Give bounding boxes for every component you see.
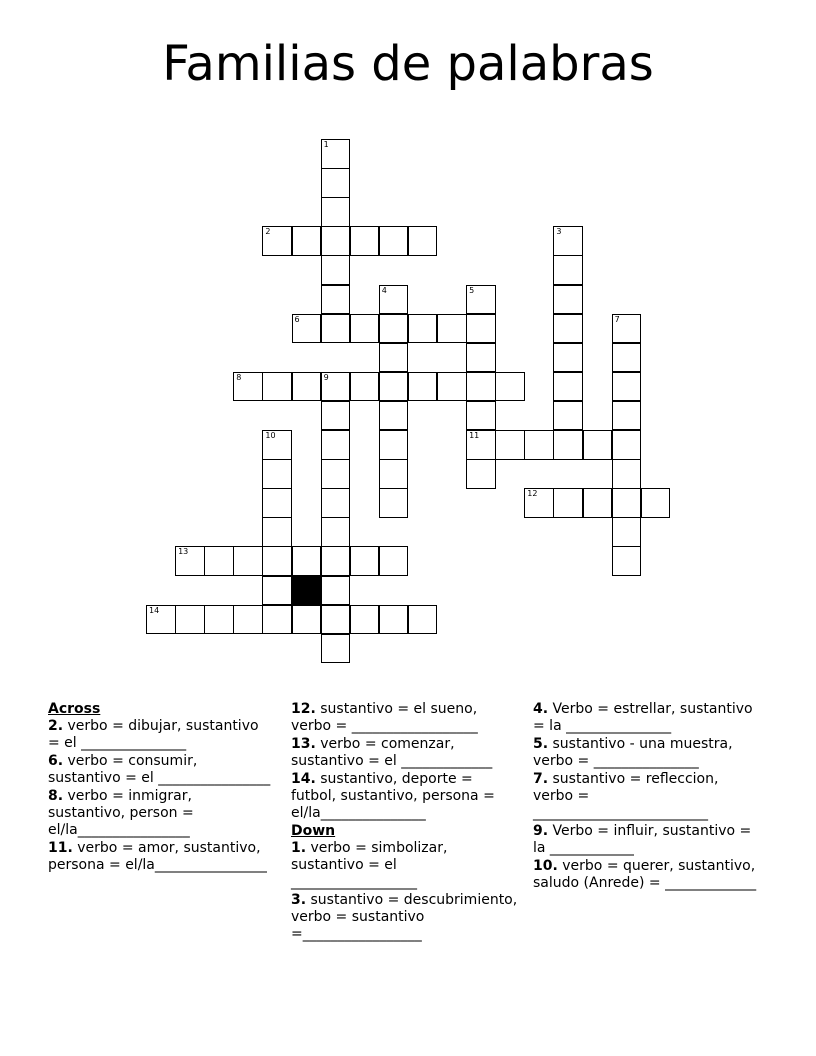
- grid-cell[interactable]: [262, 430, 292, 460]
- clue-text: verbo = inmigrar, sustantivo, person = el/la________________: [48, 788, 194, 838]
- grid-cell[interactable]: [612, 546, 642, 576]
- grid-cell[interactable]: [408, 314, 438, 344]
- clue-text: sustantivo = refleccion, verbo = _________________________: [533, 771, 719, 821]
- down-heading: Down: [291, 823, 336, 839]
- grid-cell[interactable]: [292, 546, 322, 576]
- clue-num: 11.: [48, 840, 73, 856]
- grid-cell[interactable]: [321, 634, 351, 664]
- grid-cell[interactable]: [466, 372, 496, 402]
- grid-cell[interactable]: [408, 605, 438, 635]
- grid-cell[interactable]: [350, 605, 380, 635]
- grid-cell[interactable]: [321, 401, 351, 431]
- grid-cell[interactable]: [262, 517, 292, 547]
- clue-num: 8.: [48, 788, 64, 804]
- grid-cell[interactable]: [612, 343, 642, 373]
- clue-number: 1: [323, 140, 329, 149]
- clue-num: 12.: [291, 701, 316, 717]
- clue-item: [291, 736, 521, 770]
- grid-cell[interactable]: [641, 488, 671, 518]
- clue-number: 9: [323, 372, 329, 382]
- grid-cell[interactable]: [612, 430, 642, 460]
- grid-cell[interactable]: [321, 139, 351, 169]
- grid-cell[interactable]: [321, 226, 351, 256]
- grid-cell[interactable]: [553, 372, 583, 402]
- clue-num: 2.: [48, 718, 64, 734]
- grid-cell[interactable]: [175, 605, 205, 635]
- grid-cell[interactable]: [379, 488, 409, 518]
- clue-number: 7: [614, 314, 620, 324]
- grid-cell[interactable]: [175, 546, 205, 576]
- grid-cell[interactable]: [466, 401, 496, 431]
- grid-cell[interactable]: [612, 401, 642, 431]
- grid-cell[interactable]: [321, 576, 351, 606]
- grid-cell[interactable]: [466, 430, 496, 460]
- clue-number: 13: [178, 547, 189, 557]
- grid-cell[interactable]: [408, 226, 438, 256]
- clue-item: [291, 771, 521, 822]
- grid-cell[interactable]: [321, 459, 351, 489]
- grid-cell[interactable]: [350, 314, 380, 344]
- clue-text: Verbo = estrellar, sustantivo = la _______________: [533, 701, 753, 734]
- clues-column-2: [291, 701, 521, 944]
- grid-cell[interactable]: [553, 255, 583, 285]
- grid-cell[interactable]: [612, 488, 642, 518]
- grid-cell[interactable]: [233, 372, 263, 402]
- grid-cell[interactable]: [262, 372, 292, 402]
- grid-cell[interactable]: [612, 372, 642, 402]
- clue-number: 4: [381, 285, 387, 295]
- grid-cell[interactable]: [204, 605, 234, 635]
- grid-cell[interactable]: [553, 314, 583, 344]
- clues-column-3: [533, 701, 758, 893]
- grid-cell[interactable]: [583, 430, 613, 460]
- grid-cell[interactable]: [524, 488, 554, 518]
- clue-num: 13.: [291, 736, 316, 752]
- grid-cell[interactable]: [466, 459, 496, 489]
- clue-num: 10.: [533, 858, 558, 874]
- grid-cell[interactable]: [321, 430, 351, 460]
- clue-item: [533, 858, 758, 892]
- clue-item: [291, 840, 521, 891]
- grid-cell[interactable]: [553, 343, 583, 373]
- clue-item: [533, 736, 758, 770]
- grid-cell[interactable]: [379, 401, 409, 431]
- grid-cell[interactable]: [321, 488, 351, 518]
- grid-cell[interactable]: [262, 226, 292, 256]
- clue-text: verbo = comenzar, sustantivo = el _____________: [291, 736, 493, 769]
- clue-text: verbo = consumir, sustantivo = el ________________: [48, 753, 271, 786]
- grid-cell[interactable]: [233, 546, 263, 576]
- grid-cell[interactable]: [321, 168, 351, 198]
- clue-num: 3.: [291, 892, 307, 908]
- across-heading: Across: [48, 701, 101, 717]
- grid-cell[interactable]: [350, 546, 380, 576]
- clue-number: 12: [527, 489, 538, 499]
- clue-text: verbo = dibujar, sustantivo = el _______________: [48, 718, 259, 751]
- clue-item: [533, 771, 758, 822]
- grid-cell[interactable]: [321, 546, 351, 576]
- clue-number: 8: [236, 372, 242, 382]
- clue-number: 14: [149, 605, 160, 615]
- grid-cell[interactable]: [262, 459, 292, 489]
- grid-cell[interactable]: [321, 314, 351, 344]
- grid-cell[interactable]: [408, 372, 438, 402]
- grid-cell[interactable]: [524, 430, 554, 460]
- clue-item: [48, 840, 273, 874]
- grid-cell[interactable]: [233, 605, 263, 635]
- grid-cell[interactable]: [466, 314, 496, 344]
- grid-cell[interactable]: [204, 546, 234, 576]
- grid-cell[interactable]: [612, 517, 642, 547]
- grid-cell[interactable]: [321, 605, 351, 635]
- grid-cell[interactable]: [495, 430, 525, 460]
- clue-number: 11: [469, 431, 480, 440]
- grid-cell[interactable]: [262, 488, 292, 518]
- grid-cell[interactable]: [146, 605, 176, 635]
- clues-column-1: [48, 701, 273, 875]
- clue-item: [48, 718, 273, 752]
- grid-cell[interactable]: [379, 430, 409, 460]
- grid-cell[interactable]: [379, 459, 409, 489]
- clue-item: [48, 753, 273, 787]
- grid-cell[interactable]: [612, 459, 642, 489]
- clue-item: [533, 823, 758, 857]
- clue-number: 6: [294, 314, 300, 324]
- grid-cell[interactable]: [321, 197, 351, 227]
- grid-cell[interactable]: [379, 343, 409, 373]
- page-title: Familias de palabras: [162, 36, 654, 92]
- clue-num: 4.: [533, 701, 549, 717]
- grid-cell[interactable]: [553, 226, 583, 256]
- grid-cell[interactable]: [612, 314, 642, 344]
- clue-num: 9.: [533, 823, 549, 839]
- grid-cell[interactable]: [379, 314, 409, 344]
- clue-number: 3: [556, 227, 562, 237]
- clue-text: verbo = amor, sustantivo, persona = el/la________________: [48, 840, 267, 873]
- grid-cell[interactable]: [262, 576, 292, 606]
- black-square: [292, 576, 322, 606]
- clue-item: [533, 701, 758, 735]
- clue-number: 5: [469, 285, 475, 295]
- clue-text: sustantivo = el sueno, verbo = __________________: [291, 701, 478, 734]
- clue-number: 10: [265, 431, 276, 440]
- clue-text: verbo = simbolizar, sustantivo = el __________________: [291, 840, 448, 890]
- clue-num: 7.: [533, 771, 549, 787]
- clue-number: 2: [265, 227, 271, 237]
- clue-item: [48, 788, 273, 839]
- grid-cell[interactable]: [466, 343, 496, 373]
- grid-cell[interactable]: [262, 546, 292, 576]
- clue-item: [291, 892, 521, 943]
- grid-cell[interactable]: [292, 226, 322, 256]
- grid-cell[interactable]: [321, 372, 351, 402]
- grid-cell[interactable]: [379, 285, 409, 315]
- grid-cell[interactable]: [437, 372, 467, 402]
- grid-cell[interactable]: [553, 401, 583, 431]
- grid-cell[interactable]: [292, 605, 322, 635]
- clue-num: 6.: [48, 753, 64, 769]
- clue-num: 1.: [291, 840, 307, 856]
- grid-cell[interactable]: [495, 372, 525, 402]
- clue-item: [291, 701, 521, 735]
- grid-cell[interactable]: [292, 372, 322, 402]
- clue-text: sustantivo, deporte = futbol, sustantivo, persona = el/la_______________: [291, 771, 495, 821]
- grid-cell[interactable]: [262, 605, 292, 635]
- clue-num: 5.: [533, 736, 549, 752]
- grid-cell[interactable]: [321, 517, 351, 547]
- grid-cell[interactable]: [379, 226, 409, 256]
- grid-cell[interactable]: [553, 430, 583, 460]
- grid-cell[interactable]: [466, 285, 496, 315]
- grid-cell[interactable]: [583, 488, 613, 518]
- clue-text: verbo = querer, sustantivo, saludo (Anrede) = _____________: [533, 858, 757, 891]
- grid-cell[interactable]: [350, 226, 380, 256]
- clue-text: sustantivo = descubrimiento, verbo = sustantivo =_________________: [291, 892, 518, 942]
- grid-cell[interactable]: [437, 314, 467, 344]
- clue-num: 14.: [291, 771, 316, 787]
- clue-text: Verbo = influir, sustantivo = la ____________: [533, 823, 752, 856]
- grid-cell[interactable]: [379, 605, 409, 635]
- grid-cell[interactable]: [321, 255, 351, 285]
- grid-cell[interactable]: [553, 488, 583, 518]
- grid-cell[interactable]: [553, 285, 583, 315]
- clue-text: sustantivo - una muestra, verbo = _______________: [533, 736, 733, 769]
- grid-cell[interactable]: [321, 285, 351, 315]
- grid-cell[interactable]: [350, 372, 380, 402]
- grid-cell[interactable]: [379, 372, 409, 402]
- grid-cell[interactable]: [292, 314, 322, 344]
- grid-cell[interactable]: [379, 546, 409, 576]
